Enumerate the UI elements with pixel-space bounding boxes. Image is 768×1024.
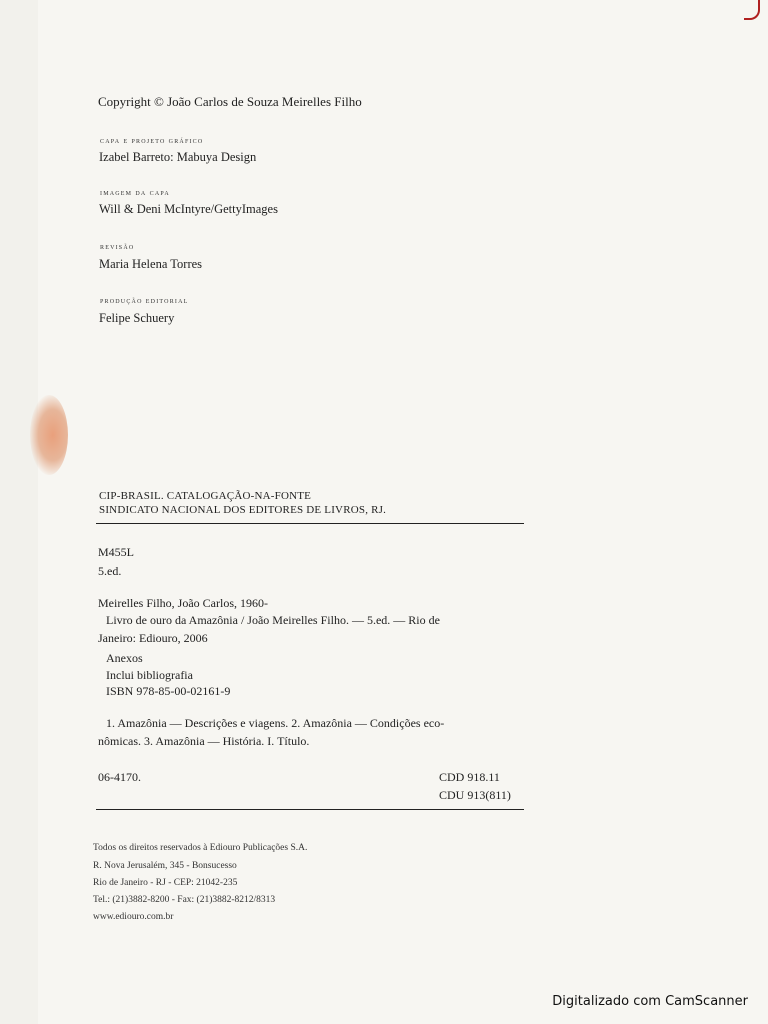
catalog-subjects-line: nômicas. 3. Amazônia — História. I. Título. bbox=[98, 734, 310, 748]
catalog-note: ISBN 978-85-00-02161-9 bbox=[106, 684, 231, 698]
footer-line: Tel.: (21)3882-8200 - Fax: (21)3882-8212/8313 bbox=[93, 895, 276, 905]
cip-line-1: CIP-BRASIL. CATALOGAÇÃO-NA-FONTE bbox=[99, 490, 312, 502]
copyright-line: Copyright © João Carlos de Souza Meirelles Filho bbox=[98, 94, 362, 109]
cip-line-2: SINDICATO NACIONAL DOS EDITORES DE LIVROS, RJ. bbox=[99, 504, 387, 516]
catalog-note: Anexos bbox=[106, 651, 143, 665]
credit-value-editorial: Felipe Schuery bbox=[99, 311, 175, 325]
divider-bottom bbox=[96, 809, 524, 810]
credit-label-revision: revisão bbox=[100, 242, 135, 251]
footer-line: Rio de Janeiro - RJ - CEP: 21042-235 bbox=[93, 878, 238, 888]
credit-value-cover-image: Will & Deni McIntyre/GettyImages bbox=[99, 202, 278, 216]
scanner-watermark: Digitalizado com CamScanner bbox=[552, 994, 748, 1009]
catalog-subjects-line: 1. Amazônia — Descrições e viagens. 2. Amazônia — Condições eco- bbox=[106, 716, 445, 730]
footer-line: www.ediouro.com.br bbox=[93, 912, 174, 922]
corner-mark bbox=[744, 0, 760, 20]
credit-value-cover: Izabel Barreto: Mabuya Design bbox=[99, 150, 257, 164]
catalog-entry-line: Janeiro: Ediouro, 2006 bbox=[98, 631, 208, 645]
credit-value-revision: Maria Helena Torres bbox=[99, 257, 203, 271]
catalog-cdd: CDD 918.11 bbox=[439, 770, 500, 784]
divider-top bbox=[96, 523, 524, 524]
catalog-edition: 5.ed. bbox=[98, 564, 122, 578]
credit-label-editorial: produção editorial bbox=[100, 296, 189, 305]
footer-line: R. Nova Jerusalém, 345 - Bonsucesso bbox=[93, 861, 237, 871]
footer-line: Todos os direitos reservados à Ediouro Publicações S.A. bbox=[93, 843, 308, 853]
catalog-number: 06-4170. bbox=[98, 770, 141, 784]
thumb-shadow bbox=[30, 395, 68, 475]
catalog-cdu: CDU 913(811) bbox=[439, 788, 511, 802]
credit-label-cover: capa e projeto gráfico bbox=[100, 136, 204, 145]
catalog-code: M455L bbox=[98, 545, 134, 559]
catalog-entry-line: Livro de ouro da Amazônia / João Meirelles Filho. — 5.ed. — Rio de bbox=[106, 613, 440, 627]
catalog-entry-line: Meirelles Filho, João Carlos, 1960- bbox=[98, 596, 268, 610]
catalog-note: Inclui bibliografia bbox=[106, 668, 193, 682]
page-left-edge bbox=[0, 0, 38, 1024]
credit-label-cover-image: imagem da capa bbox=[100, 188, 170, 197]
